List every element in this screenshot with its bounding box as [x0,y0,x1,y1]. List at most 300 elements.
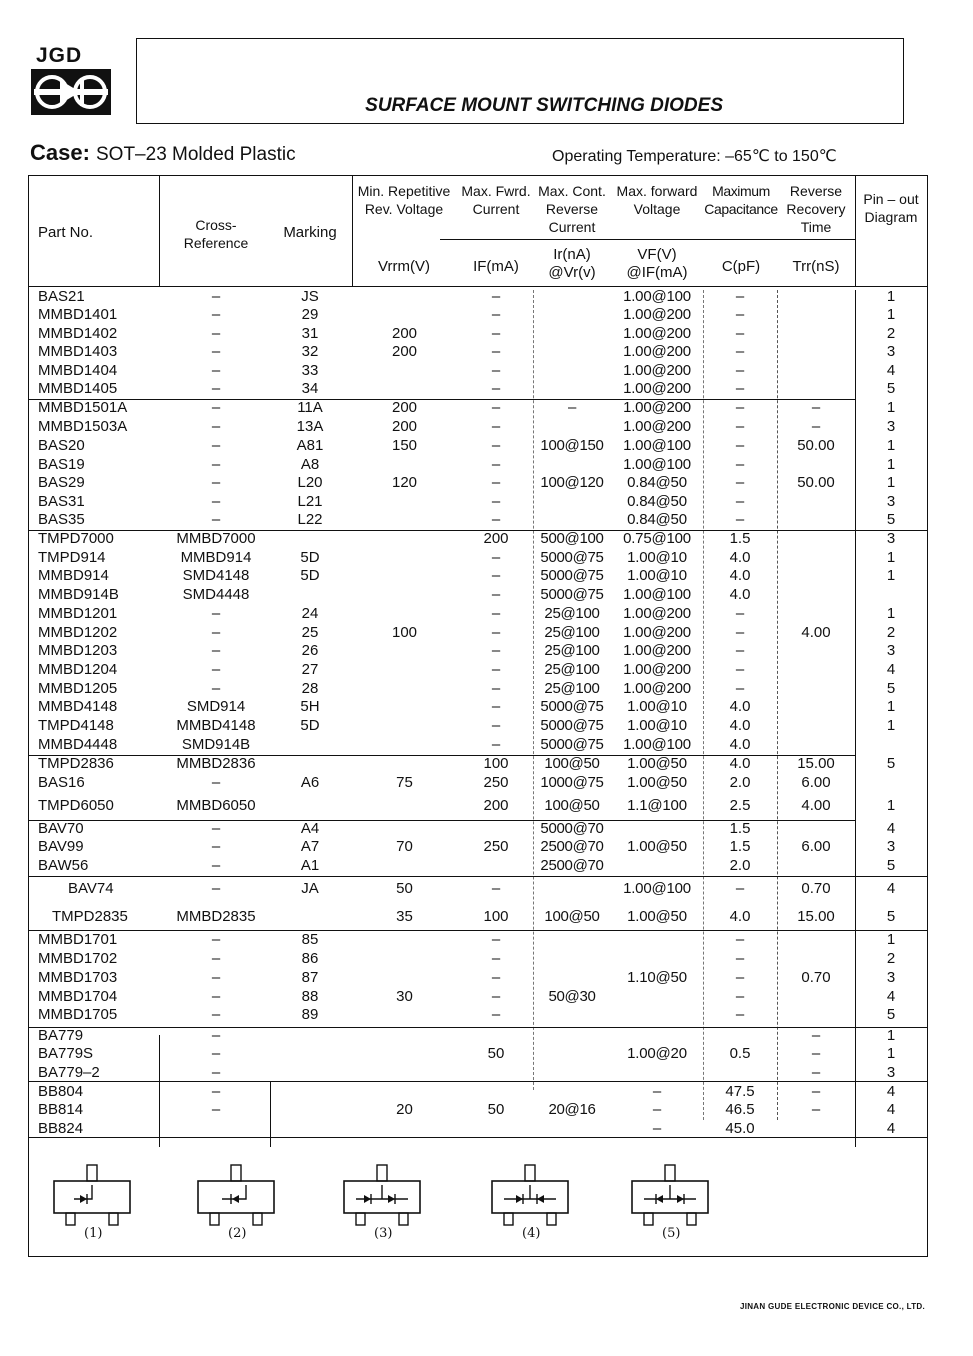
cell-trr: 15.00 [797,908,835,925]
cell-if: 250 [483,838,509,855]
cell-vf: – [652,1120,662,1137]
cell-vf: 1.00@50 [627,755,687,772]
cell-part: MMBD914B [38,586,119,603]
cell-cap: – [735,680,745,697]
cell-mark: 29 [301,306,319,323]
cell-part: TMPD6050 [38,797,114,814]
cell-trr: – [811,1064,821,1081]
cell-if: – [491,950,501,967]
cell-mark: 85 [301,931,319,948]
cell-if: – [491,698,501,715]
cell-cap: – [735,474,745,491]
cell-part: BB824 [38,1120,84,1137]
cell-trr: 50.00 [797,474,835,491]
cell-vrrm: 150 [391,437,418,454]
cell-cross: – [211,511,221,528]
cell-part: TMPD2835 [52,908,128,925]
cell-pin: 4 [886,661,896,678]
header-max-forward: Max. forward Voltage [616,183,698,217]
cell-if: – [491,736,501,753]
cell-vf: 1.00@50 [627,838,687,855]
cell-mark: 13A [296,418,324,435]
header-min-repetitive: Min. Repetitive Rev. Voltage [357,183,451,217]
logo-icon [30,68,112,116]
page-title: SURFACE MOUNT SWITCHING DIODES [365,95,723,116]
cell-trr: 50.00 [797,437,835,454]
cell-mark: A6 [300,774,320,791]
cell-pin: 1 [886,549,896,566]
cell-ir: 100@120 [540,474,604,491]
cell-cap: 4.0 [729,736,751,753]
cell-pin: 3 [886,343,896,360]
cell-cross: – [211,820,221,837]
cell-if: – [491,717,501,734]
cell-cap: – [735,306,745,323]
cell-pin: 3 [886,418,896,435]
cell-if: 100 [483,755,509,772]
cell-vf: 1.00@200 [623,661,691,678]
cell-if: – [491,288,501,305]
cell-part: BA779–2 [38,1064,100,1081]
cell-cap: 1.5 [729,820,751,837]
cell-pin: 1 [886,456,896,473]
cell-cross: – [211,493,221,510]
cell-cap: 2.0 [729,857,751,874]
cell-cross: MMBD914 [180,549,252,566]
cell-cap: 4.0 [729,755,751,772]
cell-vf: – [652,1083,662,1100]
cell-if: – [491,511,501,528]
cell-if: – [491,437,501,454]
cell-ir: 5000@70 [540,820,604,837]
cell-vrrm: 200 [391,325,418,342]
cell-mark: 34 [301,380,319,397]
cell-vf: 0.75@100 [623,530,691,547]
cell-cross: MMBD2835 [176,908,256,925]
cell-mark: L22 [297,511,323,528]
cell-vrrm: 200 [391,343,418,360]
cell-mark: 11A [297,399,323,416]
cell-mark: 28 [301,680,319,697]
header-reverse-recovery: Reverse Recovery Time [786,183,846,235]
cell-mark: 88 [301,988,319,1005]
cell-cap: – [735,362,745,379]
cell-cap: – [735,931,745,948]
cell-ir: 2500@70 [540,857,604,874]
cell-pin: 1 [886,1045,896,1062]
cell-part: TMPD7000 [38,530,114,547]
cell-vf: 1.00@200 [623,380,691,397]
cell-trr: 4.00 [801,624,831,641]
cell-mark: 87 [301,969,319,986]
cell-if: – [491,931,501,948]
cell-vf: 1.00@10 [627,698,687,715]
cell-mark: 31 [301,325,319,342]
cell-vf: 1.00@200 [623,605,691,622]
cell-cap: 4.0 [729,717,751,734]
cell-if: – [491,642,501,659]
cell-vf: 0.84@50 [627,493,687,510]
cell-cap: – [735,380,745,397]
cell-part: BA779 [38,1027,84,1044]
cell-if: 100 [483,908,509,925]
cell-part: MMBD1404 [38,362,118,379]
cell-vf: 1.00@200 [623,343,691,360]
cell-part: BAV99 [38,838,84,855]
cell-mark: 5D [300,567,320,584]
case-value: SOT–23 Molded Plastic [96,144,296,165]
case-label: Case: [30,140,90,165]
cell-ir: 25@100 [544,680,600,697]
cell-vf: 1.00@50 [627,774,687,791]
cell-part: MMBD914 [38,567,109,584]
cell-pin: 1 [886,474,896,491]
cell-pin: 1 [886,1027,896,1044]
cell-cross: – [211,1006,221,1023]
cell-cross: – [211,380,221,397]
cell-cap: 0.5 [729,1045,751,1062]
cell-part: MMBD1203 [38,642,118,659]
cell-vf: 1.00@100 [623,586,691,603]
cell-vf: 1.00@100 [623,880,691,897]
cell-cross: SMD914 [186,698,246,715]
cell-if: – [491,549,501,566]
cell-if: – [491,680,501,697]
cell-cap: – [735,493,745,510]
cell-mark: 86 [301,950,319,967]
cell-cap: 4.0 [729,698,751,715]
cell-vf: 1.00@100 [623,288,691,305]
cell-trr: – [811,1045,821,1062]
cell-pin: 3 [886,1064,896,1081]
cell-part: MMBD4448 [38,736,118,753]
cell-mark: JA [301,880,319,897]
divider [28,286,928,287]
cell-cross: SMD914B [181,736,251,753]
cell-ir: 50@30 [548,988,596,1005]
cell-cross: – [211,838,221,855]
cell-pin: 1 [886,797,896,814]
cell-cap: 45.0 [725,1120,755,1137]
cell-ir: 2500@70 [540,838,604,855]
cell-part: BAS19 [38,456,85,473]
cell-part: BB814 [38,1101,84,1118]
cell-part: BAS35 [38,511,85,528]
cell-cap: – [735,950,745,967]
cell-cross: – [211,988,221,1005]
cell-vrrm: 35 [396,908,413,925]
cell-pin: 1 [886,717,896,734]
cell-cap: 4.0 [729,549,751,566]
cell-cross: – [211,437,221,454]
cell-mark: L20 [297,474,323,491]
cell-pin: 1 [886,567,896,584]
cell-cap: 4.0 [729,908,751,925]
cell-if: – [491,567,501,584]
cell-pin: 3 [886,838,896,855]
cell-cross: MMBD4148 [176,717,256,734]
cell-part: BAV70 [38,820,84,837]
cell-pin: 5 [886,680,896,697]
cell-cap: – [735,988,745,1005]
cell-vrrm: 100 [391,624,418,641]
logo-text: JGD [36,44,83,67]
cell-ir: 25@100 [544,661,600,678]
cell-ir: 100@50 [544,755,600,772]
cell-pin: 3 [886,530,896,547]
cell-part: TMPD914 [38,549,106,566]
header-cross-reference: Cross- Reference [183,217,249,251]
cell-vf: 1.00@100 [623,437,691,454]
divider [28,1137,928,1138]
cell-mark: 5D [300,549,320,566]
cell-vrrm: 200 [391,418,418,435]
cell-cross: – [211,880,221,897]
cell-mark: 24 [301,605,319,622]
cell-pin: 1 [886,698,896,715]
cell-if: 50 [487,1045,505,1062]
cell-cap: 46.5 [725,1101,755,1118]
cell-pin: 5 [886,380,896,397]
cell-if: – [491,988,501,1005]
cell-part: MMBD1402 [38,325,118,342]
cell-pin: 1 [886,288,896,305]
unit-if: IF(mA) [473,258,519,275]
cell-ir: 5000@75 [540,586,604,603]
cell-trr: – [811,1101,821,1118]
cell-pin: 3 [886,969,896,986]
header-pin-out: Pin – out Diagram [863,191,919,225]
cell-if: – [491,880,501,897]
cell-vf: 1.00@50 [627,908,687,925]
cell-vf: 1.00@10 [627,717,687,734]
cell-cap: – [735,325,745,342]
cell-mark: JS [301,288,319,305]
cell-mark: A7 [300,838,320,855]
cell-cross: – [211,1101,221,1118]
cell-pin: 5 [886,755,896,772]
cell-cap: 2.5 [729,797,751,814]
operating-temperature: Operating Temperature: –65℃ to 150℃ [552,148,837,165]
cell-cross: – [211,1064,221,1081]
cell-vrrm: 70 [396,838,413,855]
cell-cross: – [211,1027,221,1044]
cell-if: – [491,456,501,473]
cell-pin: 4 [886,1120,896,1137]
cell-vf: 0.84@50 [627,474,687,491]
cell-part: BAV74 [68,880,114,897]
cell-cap: 1.5 [729,530,751,547]
cell-if: 250 [483,774,509,791]
cell-vf: 1.00@100 [623,736,691,753]
cell-pin: 2 [886,950,896,967]
cell-mark: A81 [296,437,324,454]
cell-trr: – [811,1027,821,1044]
cell-part: MMBD1202 [38,624,118,641]
cell-part: BAS31 [38,493,85,510]
cell-cross: – [211,1045,221,1062]
cell-trr: 4.00 [801,797,831,814]
pin-diagram-label: (1) [84,1226,103,1241]
unit-vf: VF(V) @IF(mA) [626,246,688,281]
cell-ir: 25@100 [544,605,600,622]
cell-vrrm: 120 [391,474,418,491]
cell-ir: 20@16 [548,1101,596,1118]
cell-ir: 100@150 [540,437,604,454]
cell-mark: 26 [301,642,319,659]
cell-vf: 1.00@10 [627,567,687,584]
cell-vrrm: 30 [396,988,413,1005]
cell-pin: 5 [886,1006,896,1023]
cell-part: BAS20 [38,437,85,454]
unit-vrrm: Vrrm(V) [378,258,430,275]
cell-vrrm: 20 [396,1101,413,1118]
cell-trr: 0.70 [801,880,831,897]
cell-ir: 500@100 [540,530,604,547]
header-marking: Marking [283,224,337,241]
cell-cap: – [735,511,745,528]
cell-part: TMPD4148 [38,717,114,734]
divider [28,876,928,877]
header-part-no: Part No. [38,224,94,241]
cell-vf: 1.00@100 [623,456,691,473]
cell-if: – [491,325,501,342]
cell-mark: 25 [301,624,319,641]
cell-part: BAS21 [38,288,85,305]
cell-cross: – [211,624,221,641]
cell-cap: – [735,437,745,454]
cell-part: TMPD2836 [38,755,114,772]
cell-mark: A8 [300,456,320,473]
cell-cap: – [735,969,745,986]
cell-cap: – [735,399,745,416]
cell-mark: 32 [301,343,319,360]
cell-part: MMBD1705 [38,1006,118,1023]
cell-if: – [491,1006,501,1023]
cell-part: BAS16 [38,774,85,791]
cell-trr: – [811,1083,821,1100]
footer-company: JINAN GUDE ELECTRONIC DEVICE CO., LTD. [739,1302,925,1311]
cell-cross: – [211,306,221,323]
cell-if: – [491,343,501,360]
cell-part: MMBD1204 [38,661,118,678]
cell-vf: 1.00@10 [627,549,687,566]
cell-mark: L21 [297,493,323,510]
cell-cross: – [211,325,221,342]
title-box [136,38,904,124]
header-max-fwrd: Max. Fwrd. Current [461,183,531,217]
cell-mark: 89 [301,1006,319,1023]
cell-cap: – [735,343,745,360]
cell-cap: 2.0 [729,774,751,791]
cell-vf: 1.00@200 [623,680,691,697]
cell-ir: 25@100 [544,642,600,659]
cell-cross: – [211,661,221,678]
cell-pin: 1 [886,437,896,454]
cell-cap: – [735,605,745,622]
unit-trr: Trr(nS) [792,258,840,275]
cell-vrrm: 200 [391,399,418,416]
cell-ir: 5000@75 [540,736,604,753]
cell-if: – [491,969,501,986]
cell-ir: 25@100 [544,624,600,641]
cell-cross: – [211,1083,221,1100]
cell-vf: 1.00@20 [627,1045,687,1062]
cell-cap: 4.0 [729,567,751,584]
cell-cross: – [211,774,221,791]
cell-cap: – [735,624,745,641]
cell-vf: 1.00@200 [623,399,691,416]
cell-vf: 1.00@200 [623,624,691,641]
cell-part: BB804 [38,1083,84,1100]
cell-part: BAW56 [38,857,89,874]
divider [440,239,855,240]
cell-ir: 1000@75 [540,774,604,791]
unit-cap: C(pF) [721,258,761,275]
cell-cap: – [735,642,745,659]
cell-pin: 5 [886,908,896,925]
cell-cross: – [211,950,221,967]
cell-pin: 3 [886,642,896,659]
cell-pin: 4 [886,988,896,1005]
cell-cross: – [211,605,221,622]
cell-vf: 1.00@200 [623,306,691,323]
cell-pin: 1 [886,605,896,622]
cell-cross: SMD4448 [182,586,250,603]
cell-cross: MMBD2836 [176,755,256,772]
cell-part: MMBD1503A [38,418,128,435]
cell-pin: 5 [886,857,896,874]
cell-cross: – [211,931,221,948]
cell-mark: 27 [301,661,319,678]
cell-cross: – [211,343,221,360]
cell-pin: 2 [886,624,896,641]
cell-trr: 6.00 [801,838,831,855]
cell-ir: 5000@75 [540,717,604,734]
cell-cross: – [211,362,221,379]
cell-vf: 1.00@200 [623,362,691,379]
cell-cross: – [211,680,221,697]
cell-ir: 5000@75 [540,698,604,715]
cell-vf: 1.00@200 [623,325,691,342]
cell-if: – [491,493,501,510]
cell-ir: 5000@75 [540,549,604,566]
cell-cap: 1.5 [729,838,751,855]
cell-if: – [491,306,501,323]
cell-mark: 5H [300,698,320,715]
cell-vf: 1.1@100 [627,797,687,814]
cell-trr: – [811,399,821,416]
cell-if: – [491,661,501,678]
cell-trr: – [811,418,821,435]
pin-diagram-label: (5) [662,1226,681,1241]
cell-cross: – [211,418,221,435]
cell-if: – [491,380,501,397]
cell-cap: 47.5 [725,1083,755,1100]
cell-vf: 1.00@200 [623,418,691,435]
cell-vf: 0.84@50 [627,511,687,528]
cell-part: BA779S [38,1045,94,1062]
cell-part: MMBD1501A [38,399,128,416]
pin-diagram-label: (3) [374,1226,393,1241]
cell-trr: 0.70 [801,969,831,986]
cell-mark: 5D [300,717,320,734]
cell-part: MMBD1201 [38,605,118,622]
cell-cap: – [735,456,745,473]
cell-part: MMBD1405 [38,380,118,397]
cell-vf: 1.10@50 [627,969,687,986]
cell-if: 50 [487,1101,505,1118]
